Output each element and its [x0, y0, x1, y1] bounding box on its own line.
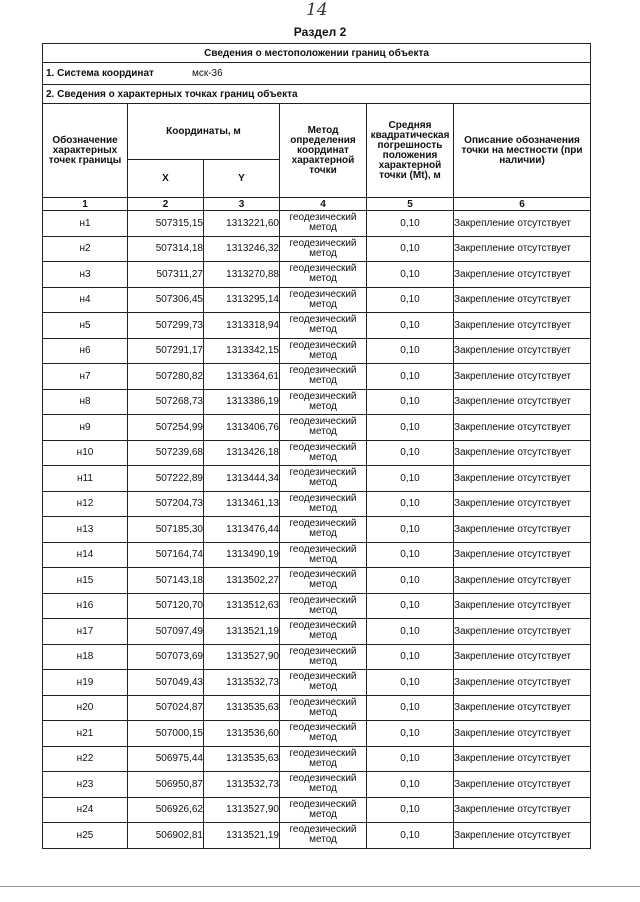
table-row [43, 746, 591, 772]
point-name-cell: н4 [43, 287, 128, 313]
error-cell: 0,10 [367, 619, 454, 645]
header-error: Средняя квадратическая погрешность положения характерной точки (Mt), м [367, 104, 454, 198]
description-cell: Закрепление отсутствует [454, 236, 591, 262]
header-description: Описание обозначения точки на местности (при наличии) [454, 104, 591, 198]
point-name-cell: н2 [43, 236, 128, 262]
table-row [43, 542, 591, 568]
method-cell: геодезический метод [280, 644, 367, 670]
description-cell: Закрепление отсутствует [454, 389, 591, 415]
method-cell: геодезический метод [280, 542, 367, 568]
description-cell: Закрепление отсутствует [454, 746, 591, 772]
point-name-cell: н25 [43, 823, 128, 849]
header-coordinates: Координаты, м [128, 104, 280, 160]
x-coordinate-cell: 507268,73 [128, 389, 204, 415]
error-cell: 0,10 [367, 593, 454, 619]
error-cell: 0,10 [367, 338, 454, 364]
error-cell: 0,10 [367, 287, 454, 313]
x-coordinate-cell: 507315,15 [128, 211, 204, 237]
coordinate-system-value: мск-36 [191, 68, 223, 79]
y-coordinate-cell: 1313406,76 [204, 415, 280, 441]
description-cell: Закрепление отсутствует [454, 211, 591, 237]
table-row [43, 695, 591, 721]
method-cell: геодезический метод [280, 619, 367, 645]
description-cell: Закрепление отсутствует [454, 440, 591, 466]
x-coordinate-cell: 507299,73 [128, 313, 204, 339]
method-cell: геодезический метод [280, 517, 367, 543]
method-cell: геодезический метод [280, 236, 367, 262]
y-coordinate-cell: 1313532,73 [204, 772, 280, 798]
table-row [43, 797, 591, 823]
table-row [43, 593, 591, 619]
x-coordinate-cell: 507164,74 [128, 542, 204, 568]
y-coordinate-cell: 1313502,27 [204, 568, 280, 594]
x-coordinate-cell: 506950,87 [128, 772, 204, 798]
column-number: 1 [43, 198, 128, 211]
x-coordinate-cell: 507291,17 [128, 338, 204, 364]
x-coordinate-cell: 507222,89 [128, 466, 204, 492]
method-cell: геодезический метод [280, 491, 367, 517]
error-cell: 0,10 [367, 415, 454, 441]
table-row [43, 772, 591, 798]
description-cell: Закрепление отсутствует [454, 262, 591, 288]
x-coordinate-cell: 507239,68 [128, 440, 204, 466]
x-coordinate-cell: 506926,62 [128, 797, 204, 823]
error-cell: 0,10 [367, 517, 454, 543]
y-coordinate-cell: 1313318,94 [204, 313, 280, 339]
x-coordinate-cell: 507143,18 [128, 568, 204, 594]
column-number: 3 [204, 198, 280, 211]
method-cell: геодезический метод [280, 211, 367, 237]
table-row [43, 211, 591, 237]
point-name-cell: н13 [43, 517, 128, 543]
error-cell: 0,10 [367, 721, 454, 747]
error-cell: 0,10 [367, 211, 454, 237]
description-cell: Закрепление отсутствует [454, 338, 591, 364]
table-row [43, 389, 591, 415]
x-coordinate-cell: 507024,87 [128, 695, 204, 721]
y-coordinate-cell: 1313295,14 [204, 287, 280, 313]
y-coordinate-cell: 1313527,90 [204, 797, 280, 823]
description-cell: Закрепление отсутствует [454, 695, 591, 721]
point-name-cell: н8 [43, 389, 128, 415]
method-cell: геодезический метод [280, 262, 367, 288]
point-name-cell: н12 [43, 491, 128, 517]
table-row [43, 440, 591, 466]
x-coordinate-cell: 507311,27 [128, 262, 204, 288]
point-name-cell: н23 [43, 772, 128, 798]
y-coordinate-cell: 1313536,60 [204, 721, 280, 747]
method-cell: геодезический метод [280, 389, 367, 415]
x-coordinate-cell: 507000,15 [128, 721, 204, 747]
y-coordinate-cell: 1313426,18 [204, 440, 280, 466]
error-cell: 0,10 [367, 695, 454, 721]
x-coordinate-cell: 507254,99 [128, 415, 204, 441]
method-cell: геодезический метод [280, 746, 367, 772]
table-row [43, 568, 591, 594]
point-name-cell: н10 [43, 440, 128, 466]
description-cell: Закрепление отсутствует [454, 593, 591, 619]
description-cell: Закрепление отсутствует [454, 491, 591, 517]
point-name-cell: н7 [43, 364, 128, 390]
error-cell: 0,10 [367, 568, 454, 594]
header-method: Метод определения координат характерной точки [280, 104, 367, 198]
table-row [43, 313, 591, 339]
x-coordinate-cell: 507185,30 [128, 517, 204, 543]
description-cell: Закрепление отсутствует [454, 517, 591, 543]
y-coordinate-cell: 1313527,90 [204, 644, 280, 670]
error-cell: 0,10 [367, 670, 454, 696]
error-cell: 0,10 [367, 389, 454, 415]
description-cell: Закрепление отсутствует [454, 721, 591, 747]
table-row [43, 415, 591, 441]
table-row [43, 466, 591, 492]
point-name-cell: н24 [43, 797, 128, 823]
method-cell: геодезический метод [280, 338, 367, 364]
y-coordinate-cell: 1313512,63 [204, 593, 280, 619]
table-row [43, 517, 591, 543]
table-row [43, 721, 591, 747]
x-coordinate-cell: 507073,69 [128, 644, 204, 670]
table-row [43, 338, 591, 364]
point-name-cell: н11 [43, 466, 128, 492]
description-cell: Закрепление отсутствует [454, 415, 591, 441]
method-cell: геодезический метод [280, 287, 367, 313]
description-cell: Закрепление отсутствует [454, 797, 591, 823]
point-name-cell: н3 [43, 262, 128, 288]
table-row [43, 491, 591, 517]
point-name-cell: н22 [43, 746, 128, 772]
column-number: 6 [454, 198, 591, 211]
table-title: Сведения о местоположении границ объекта [43, 44, 591, 63]
x-coordinate-cell: 506975,44 [128, 746, 204, 772]
page-bottom-line [0, 886, 640, 887]
y-coordinate-cell: 1313342,15 [204, 338, 280, 364]
x-coordinate-cell: 507097,49 [128, 619, 204, 645]
y-coordinate-cell: 1313532,73 [204, 670, 280, 696]
y-coordinate-cell: 1313535,63 [204, 746, 280, 772]
y-coordinate-cell: 1313476,44 [204, 517, 280, 543]
table-row [43, 236, 591, 262]
header-y: Y [204, 160, 280, 198]
error-cell: 0,10 [367, 262, 454, 288]
description-cell: Закрепление отсутствует [454, 568, 591, 594]
error-cell: 0,10 [367, 491, 454, 517]
method-cell: геодезический метод [280, 415, 367, 441]
header-row [43, 104, 591, 160]
description-cell: Закрепление отсутствует [454, 542, 591, 568]
point-name-cell: н18 [43, 644, 128, 670]
points-heading: 2. Сведения о характерных точках границ объекта [43, 85, 591, 104]
y-coordinate-cell: 1313386,19 [204, 389, 280, 415]
method-cell: геодезический метод [280, 823, 367, 849]
point-name-cell: н14 [43, 542, 128, 568]
error-cell: 0,10 [367, 364, 454, 390]
description-cell: Закрепление отсутствует [454, 619, 591, 645]
x-coordinate-cell: 507049,43 [128, 670, 204, 696]
x-coordinate-cell: 507280,82 [128, 364, 204, 390]
table-title-row [43, 44, 591, 63]
table-row [43, 262, 591, 288]
method-cell: геодезический метод [280, 364, 367, 390]
point-name-cell: н20 [43, 695, 128, 721]
x-coordinate-cell: 507306,45 [128, 287, 204, 313]
point-name-cell: н1 [43, 211, 128, 237]
table-row [43, 670, 591, 696]
y-coordinate-cell: 1313461,13 [204, 491, 280, 517]
description-cell: Закрепление отсутствует [454, 287, 591, 313]
description-cell: Закрепление отсутствует [454, 670, 591, 696]
point-name-cell: н15 [43, 568, 128, 594]
method-cell: геодезический метод [280, 466, 367, 492]
point-name-cell: н6 [43, 338, 128, 364]
table-row [43, 619, 591, 645]
error-cell: 0,10 [367, 823, 454, 849]
coordinate-system-label: 1. Система координат [46, 68, 154, 79]
y-coordinate-cell: 1313246,32 [204, 236, 280, 262]
coordinate-system-row [43, 63, 591, 85]
y-coordinate-cell: 1313444,34 [204, 466, 280, 492]
description-cell: Закрепление отсутствует [454, 364, 591, 390]
table-row [43, 823, 591, 849]
point-name-cell: н19 [43, 670, 128, 696]
y-coordinate-cell: 1313364,61 [204, 364, 280, 390]
method-cell: геодезический метод [280, 695, 367, 721]
y-coordinate-cell: 1313270,88 [204, 262, 280, 288]
column-number: 5 [367, 198, 454, 211]
x-coordinate-cell: 507120,70 [128, 593, 204, 619]
table-row [43, 287, 591, 313]
description-cell: Закрепление отсутствует [454, 772, 591, 798]
point-name-cell: н17 [43, 619, 128, 645]
error-cell: 0,10 [367, 797, 454, 823]
method-cell: геодезический метод [280, 721, 367, 747]
method-cell: геодезический метод [280, 440, 367, 466]
column-number: 4 [280, 198, 367, 211]
y-coordinate-cell: 1313521,19 [204, 823, 280, 849]
boundary-points-table [42, 43, 591, 849]
header-designation: Обозначение характерных точек границы [43, 104, 128, 198]
error-cell: 0,10 [367, 466, 454, 492]
error-cell: 0,10 [367, 772, 454, 798]
method-cell: геодезический метод [280, 772, 367, 798]
y-coordinate-cell: 1313535,63 [204, 695, 280, 721]
method-cell: геодезический метод [280, 670, 367, 696]
y-coordinate-cell: 1313490,19 [204, 542, 280, 568]
error-cell: 0,10 [367, 746, 454, 772]
method-cell: геодезический метод [280, 593, 367, 619]
method-cell: геодезический метод [280, 797, 367, 823]
points-heading-row [43, 85, 591, 104]
point-name-cell: н5 [43, 313, 128, 339]
error-cell: 0,10 [367, 542, 454, 568]
description-cell: Закрепление отсутствует [454, 466, 591, 492]
description-cell: Закрепление отсутствует [454, 313, 591, 339]
x-coordinate-cell: 506902,81 [128, 823, 204, 849]
point-name-cell: н16 [43, 593, 128, 619]
x-coordinate-cell: 507314,18 [128, 236, 204, 262]
description-cell: Закрепление отсутствует [454, 644, 591, 670]
section-title: Раздел 2 [293, 25, 347, 39]
error-cell: 0,10 [367, 644, 454, 670]
table-row [43, 364, 591, 390]
point-name-cell: н21 [43, 721, 128, 747]
error-cell: 0,10 [367, 440, 454, 466]
x-coordinate-cell: 507204,73 [128, 491, 204, 517]
page-number: 14 [306, 0, 328, 20]
column-numbers-row [43, 198, 591, 211]
column-number: 2 [128, 198, 204, 211]
description-cell: Закрепление отсутствует [454, 823, 591, 849]
error-cell: 0,10 [367, 313, 454, 339]
y-coordinate-cell: 1313521,19 [204, 619, 280, 645]
error-cell: 0,10 [367, 236, 454, 262]
table-row [43, 644, 591, 670]
method-cell: геодезический метод [280, 568, 367, 594]
y-coordinate-cell: 1313221,60 [204, 211, 280, 237]
method-cell: геодезический метод [280, 313, 367, 339]
header-x: X [128, 160, 204, 198]
point-name-cell: н9 [43, 415, 128, 441]
